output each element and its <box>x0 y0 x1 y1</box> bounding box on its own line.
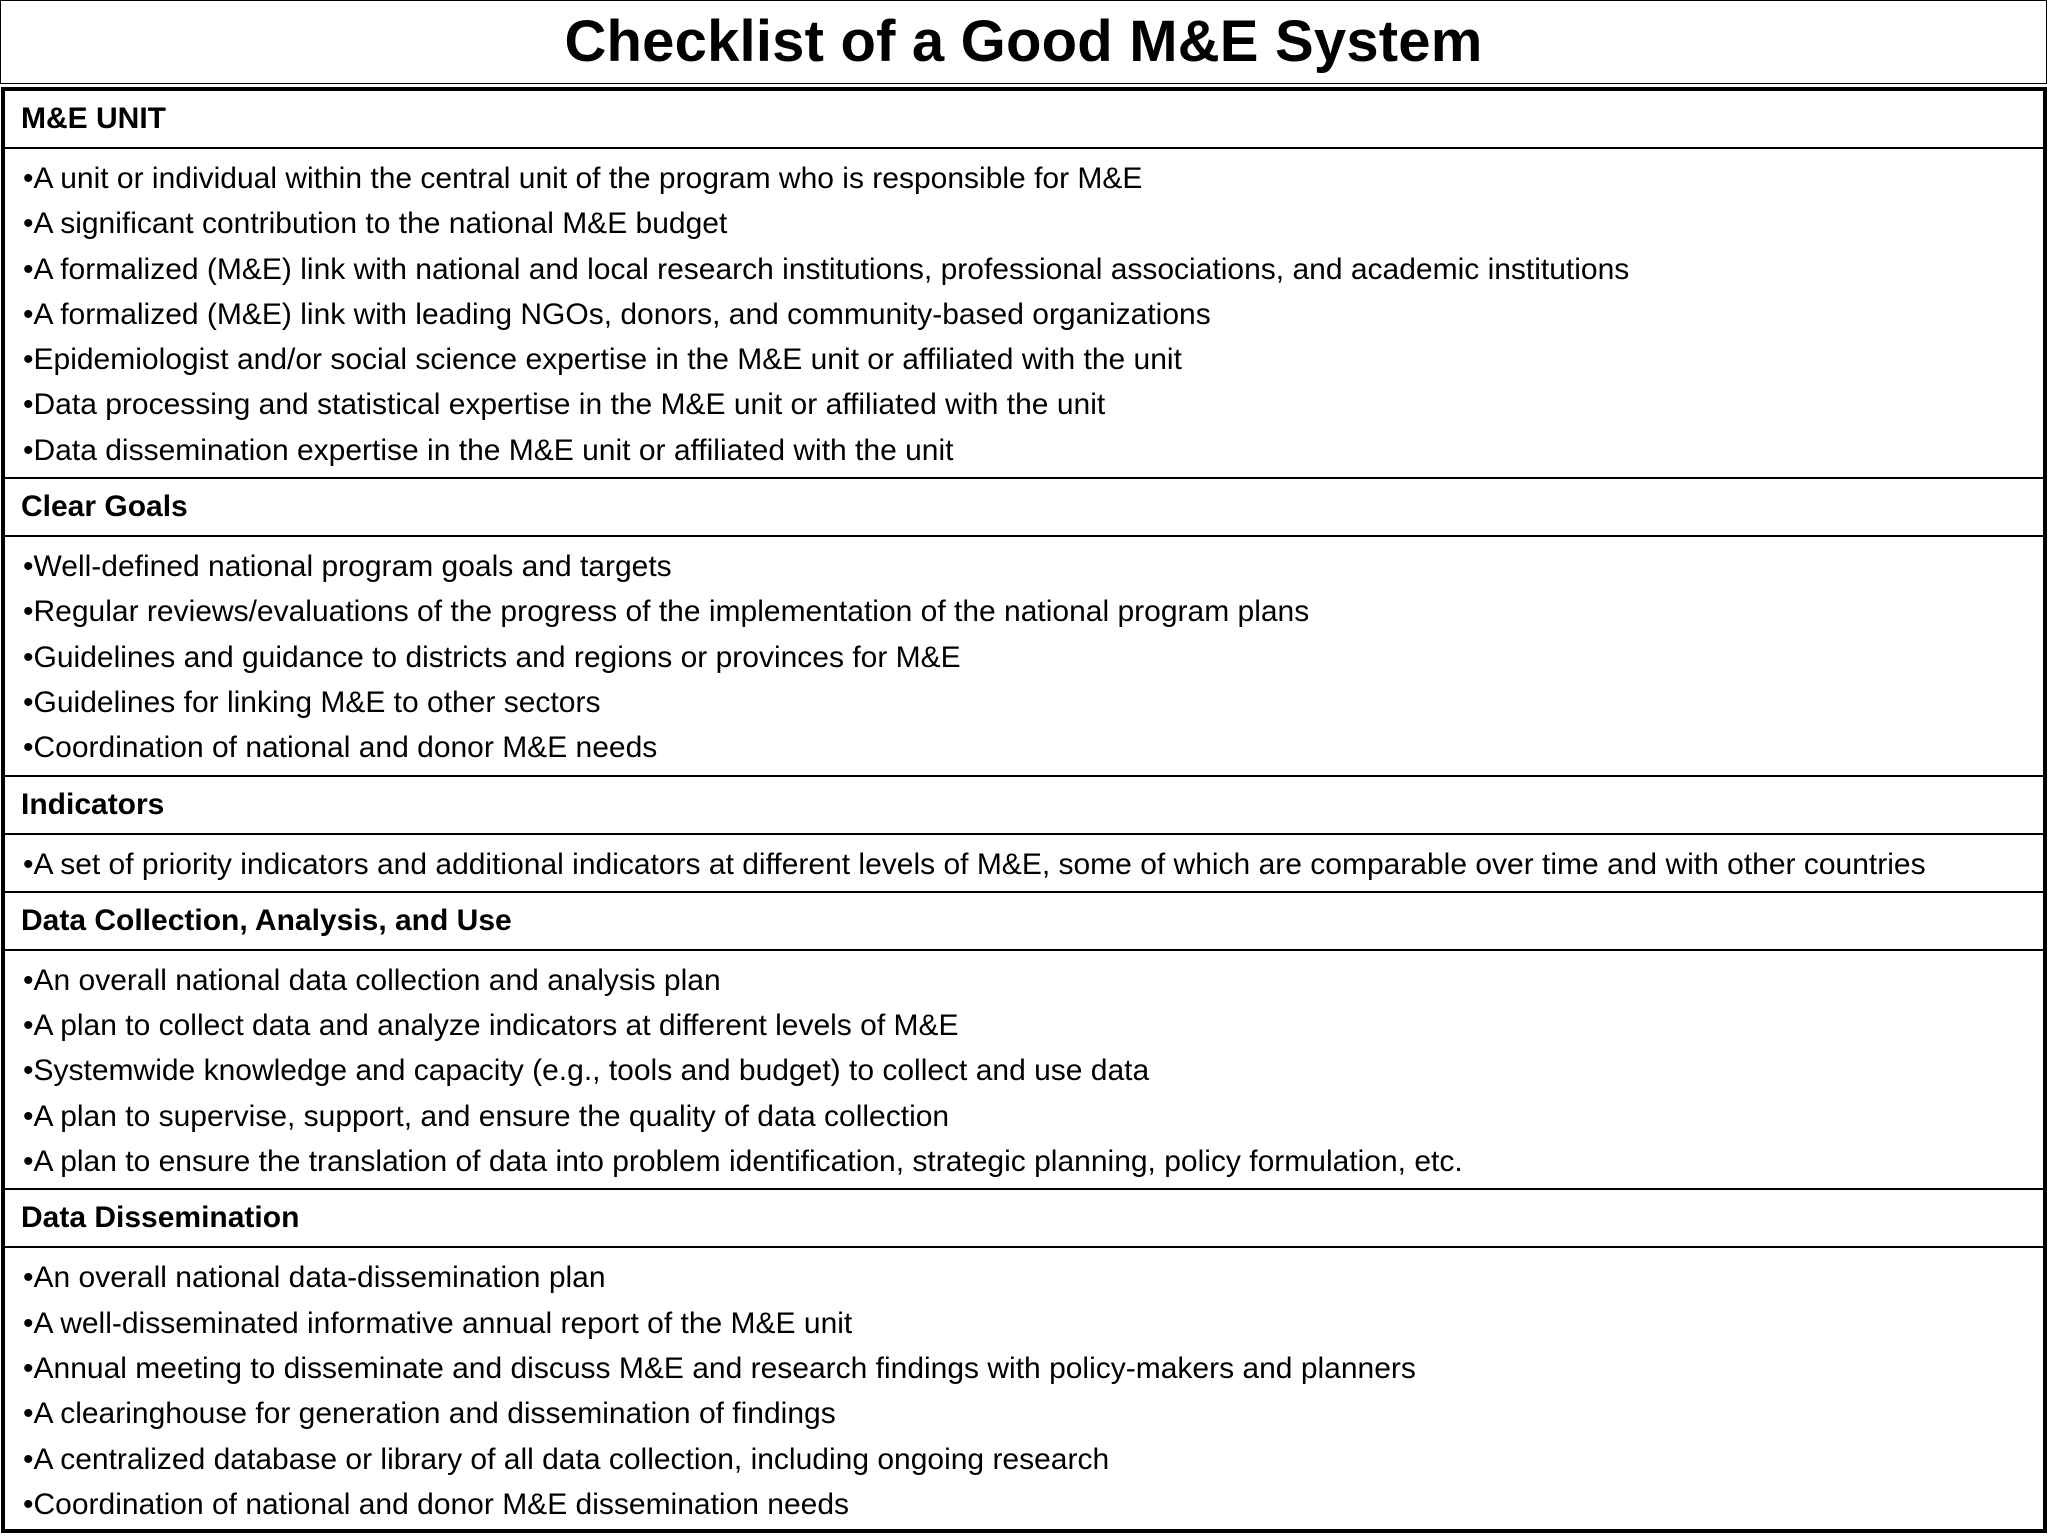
checklist-item-text: An overall national data collection and analysis plan <box>33 963 721 997</box>
bullet-icon: • <box>23 685 34 719</box>
section-heading: Data Collection, Analysis, and Use <box>5 893 2043 951</box>
bullet-icon: • <box>23 731 34 765</box>
checklist-item <box>23 1391 2043 1436</box>
checklist-item-text: A plan to supervise, support, and ensure the quality of data collection <box>33 1099 950 1133</box>
checklist-item <box>23 725 2043 770</box>
bullet-icon: • <box>23 1487 34 1521</box>
bullet-icon: • <box>23 1099 34 1133</box>
checklist-item-text: A centralized database or library of all data collection, including ongoing research <box>33 1442 1110 1476</box>
checklist-item <box>23 1482 2043 1527</box>
bullet-icon: • <box>23 847 34 881</box>
checklist-item <box>23 1048 2043 1093</box>
bullet-icon: • <box>23 343 34 377</box>
bullet-icon: • <box>23 388 34 422</box>
checklist-item-text: Guidelines and guidance to districts and regions or provinces for M&E <box>33 640 961 674</box>
checklist-section <box>5 479 2043 776</box>
checklist-item <box>23 635 2043 680</box>
section-items <box>5 537 2043 776</box>
checklist-item <box>23 1255 2043 1300</box>
checklist-item <box>23 1437 2043 1482</box>
checklist-item <box>23 201 2043 246</box>
bullet-icon: • <box>23 162 34 195</box>
bullet-icon: • <box>23 1261 34 1295</box>
checklist-item-text: A formalized (M&E) link with leading NGOs, donors, and community-based organizations <box>33 297 1211 331</box>
bullet-icon: • <box>23 1009 34 1043</box>
checklist-item-text: A set of priority indicators and additional indicators at different levels of M&E, some of which are comparable over time and with other countries <box>33 847 1926 881</box>
checklist-section <box>5 777 2043 893</box>
bullet-icon: • <box>23 297 34 331</box>
checklist-item <box>23 247 2043 292</box>
checklist-item <box>23 1301 2043 1346</box>
section-items <box>5 835 2043 893</box>
checklist-section <box>5 91 2043 479</box>
checklist-item-text: A formalized (M&E) link with national and local research institutions, professional associations, and academic institutions <box>33 252 1630 286</box>
checklist-section <box>5 1190 2043 1531</box>
checklist-item-text: A well-disseminated informative annual report of the M&E unit <box>33 1306 853 1340</box>
section-heading: Indicators <box>5 777 2043 835</box>
checklist-item-text: Epidemiologist and/or social science expertise in the M&E unit or affiliated with the unit <box>33 343 1182 377</box>
checklist-item <box>23 589 2043 634</box>
checklist-item <box>23 156 2043 201</box>
bullet-icon: • <box>23 640 34 674</box>
checklist-item-text: A significant contribution to the national M&E budget <box>33 207 728 241</box>
checklist-item-text: Coordination of national and donor M&E dissemination needs <box>33 1487 850 1521</box>
bullet-icon: • <box>23 1054 34 1088</box>
checklist-item-text: Regular reviews/evaluations of the progress of the implementation of the national program plans <box>33 595 1310 629</box>
checklist-item-text: Well-defined national program goals and targets <box>33 550 672 584</box>
checklist-item-text: Data dissemination expertise in the M&E unit or affiliated with the unit <box>33 433 954 467</box>
checklist-item-text: Guidelines for linking M&E to other sectors <box>33 685 601 719</box>
checklist-item-text: Data processing and statistical expertise in the M&E unit or affiliated with the unit <box>33 388 1106 422</box>
checklist-item-text: A plan to collect data and analyze indicators at different levels of M&E <box>33 1009 959 1043</box>
section-heading: M&E UNIT <box>5 91 2043 149</box>
section-heading: Clear Goals <box>5 479 2043 537</box>
title-box <box>0 0 2047 84</box>
page-title: Checklist of a Good M&E System <box>564 9 1483 74</box>
checklist-item-text: Coordination of national and donor M&E needs <box>33 731 658 765</box>
section-items <box>5 1248 2043 1531</box>
checklist-item <box>23 842 2043 887</box>
checklist-item-text: A clearinghouse for generation and dissemination of findings <box>33 1397 836 1431</box>
checklist-item-text: Annual meeting to disseminate and discuss M&E and research findings with policy-makers and planners <box>33 1351 1416 1385</box>
bullet-icon: • <box>23 433 34 467</box>
checklist-item <box>23 1346 2043 1391</box>
bullet-icon: • <box>23 1397 34 1431</box>
checklist-item <box>23 544 2043 589</box>
checklist-item-text: An overall national data-dissemination plan <box>33 1261 606 1295</box>
bullet-icon: • <box>23 1306 34 1340</box>
bullet-icon: • <box>23 595 34 629</box>
checklist-section <box>5 893 2043 1190</box>
bullet-icon: • <box>23 1442 34 1476</box>
checklist-item <box>23 382 2043 427</box>
section-items <box>5 951 2043 1190</box>
checklist-item-text: A plan to ensure the translation of data into problem identification, strategic planning, policy formulation, etc. <box>33 1145 1463 1179</box>
bullet-icon: • <box>23 550 34 584</box>
section-items <box>5 149 2043 479</box>
checklist-item-text: Systemwide knowledge and capacity (e.g., tools and budget) to collect and use data <box>33 1054 1150 1088</box>
bullet-icon: • <box>23 252 34 286</box>
checklist-item <box>23 292 2043 337</box>
section-heading: Data Dissemination <box>5 1190 2043 1248</box>
bullet-icon: • <box>23 963 34 997</box>
checklist-item <box>23 1094 2043 1139</box>
checklist-item <box>23 428 2043 473</box>
bullet-icon: • <box>23 1145 34 1179</box>
checklist-item <box>23 1003 2043 1048</box>
bullet-icon: • <box>23 207 34 241</box>
checklist-item <box>23 680 2043 725</box>
checklist-item <box>23 1139 2043 1184</box>
checklist-item <box>23 337 2043 382</box>
checklist-item-text: A unit or individual within the central unit of the program who is responsible for M&E <box>33 162 1143 195</box>
checklist-table <box>1 87 2047 1533</box>
bullet-icon: • <box>23 1351 34 1385</box>
checklist-item <box>23 958 2043 1003</box>
